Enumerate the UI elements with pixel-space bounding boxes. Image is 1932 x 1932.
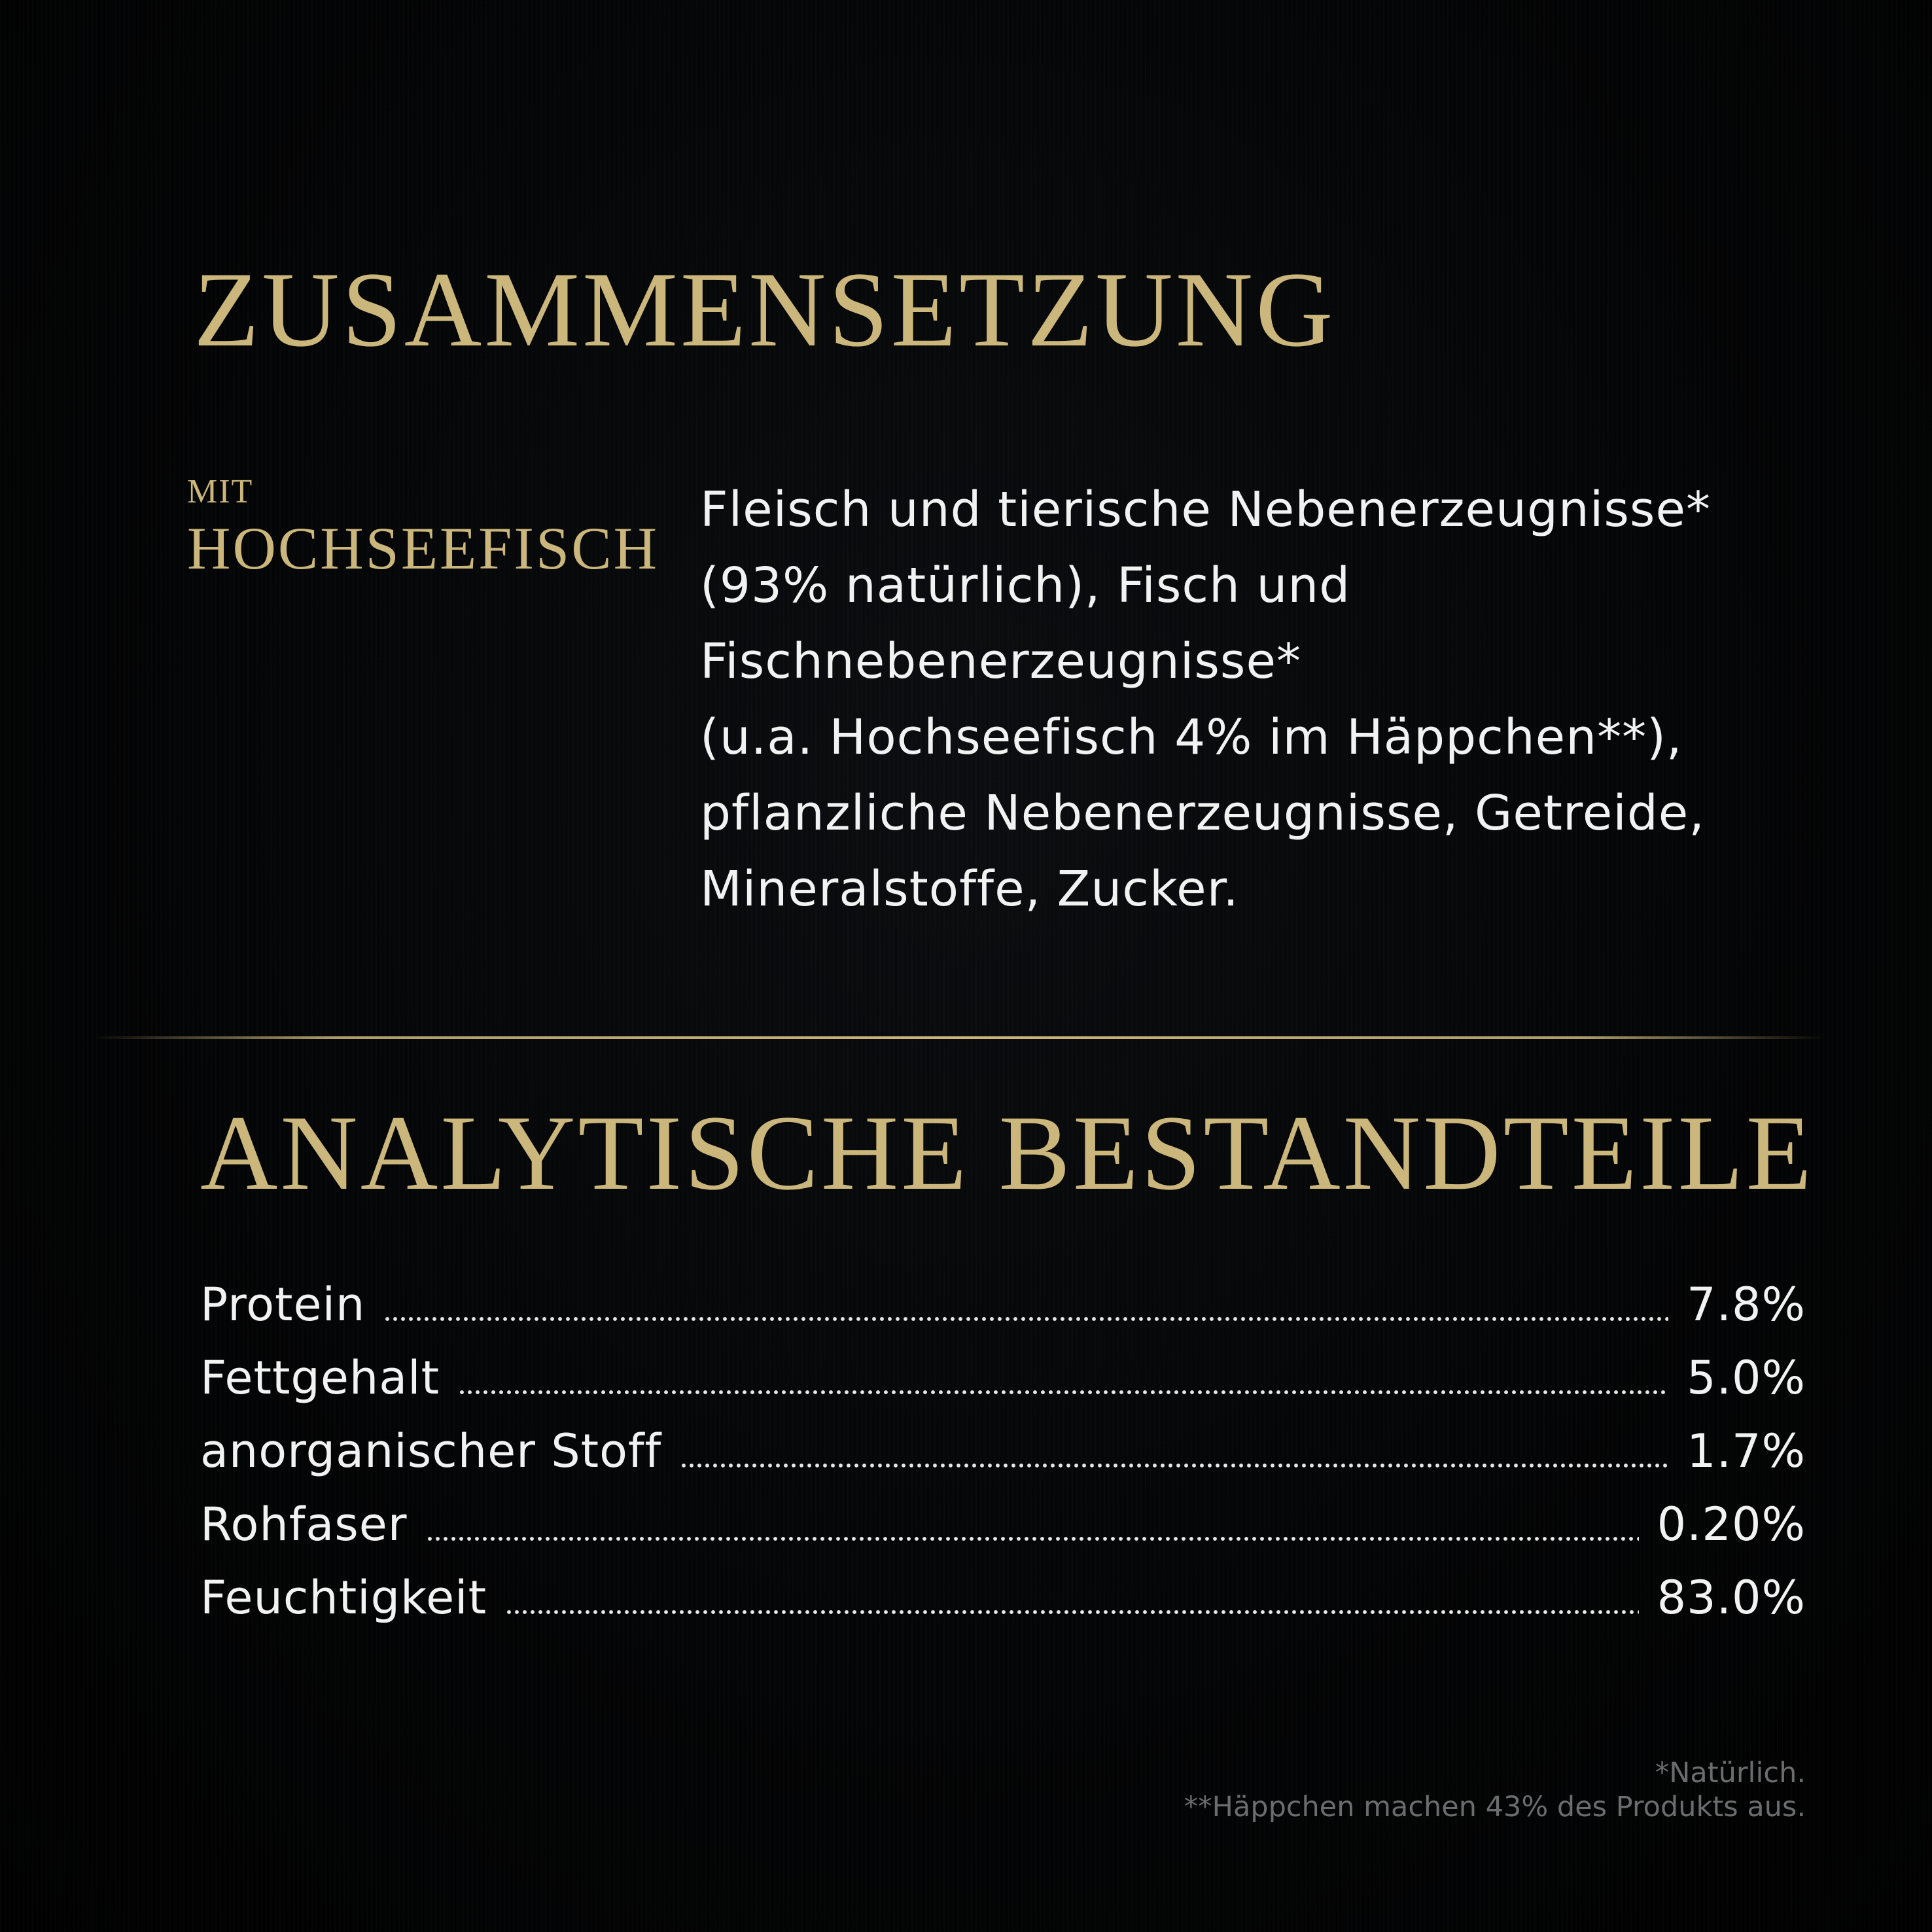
ingredients-text <box>700 472 1812 927</box>
analysis-value: 1.7% <box>1687 1424 1806 1478</box>
analysis-value: 7.8% <box>1687 1278 1806 1331</box>
footnotes <box>1184 1756 1806 1824</box>
analysis-row-ash <box>200 1414 1806 1488</box>
analysis-label: Feuchtigkeit <box>200 1571 487 1625</box>
ingredients-line: Fleisch und tierische Nebenerzeugnisse* <box>700 482 1712 538</box>
analysis-table <box>200 1268 1806 1634</box>
footnote-natural: *Natürlich. <box>1655 1757 1806 1789</box>
analysis-label: anorganischer Stoff <box>200 1424 662 1478</box>
dot-leader <box>505 1609 1639 1615</box>
analysis-row-fibre <box>200 1488 1806 1561</box>
analysis-heading: ANALYTISCHE BESTANDTEILE <box>200 1094 1814 1212</box>
footnote-pieces: **Häppchen machen 43% des Produkts aus. <box>1184 1791 1806 1823</box>
analysis-label: Fettgehalt <box>200 1351 440 1405</box>
analysis-value: 0.20% <box>1657 1498 1806 1551</box>
analysis-label: Protein <box>200 1278 366 1331</box>
analysis-row-moisture <box>200 1561 1806 1634</box>
ingredients-line: (u.a. Hochseefisch 4% im Häppchen**), <box>700 709 1683 765</box>
variant-prefix: MIT <box>187 473 254 510</box>
dot-leader <box>383 1316 1668 1322</box>
analysis-row-fat <box>200 1341 1806 1414</box>
composition-heading: ZUSAMMENSETZUNG <box>194 251 1336 369</box>
variant-name: HOCHSEEFISCH <box>187 515 659 582</box>
analysis-row-protein <box>200 1268 1806 1341</box>
section-divider <box>92 1036 1825 1039</box>
ingredients-line: Mineralstoffe, Zucker. <box>700 861 1239 917</box>
dot-leader <box>458 1389 1668 1396</box>
dot-leader <box>426 1536 1639 1542</box>
analysis-value: 83.0% <box>1657 1571 1806 1625</box>
analysis-label: Rohfaser <box>200 1498 408 1551</box>
ingredients-line: Fischnebenerzeugnisse* <box>700 633 1301 690</box>
ingredients-line: (93% natürlich), Fisch und <box>700 557 1351 614</box>
dot-leader <box>680 1462 1668 1469</box>
ingredients-line: pflanzliche Nebenerzeugnisse, Getreide, <box>700 785 1705 841</box>
analysis-value: 5.0% <box>1687 1351 1806 1405</box>
variant-label <box>187 473 659 582</box>
